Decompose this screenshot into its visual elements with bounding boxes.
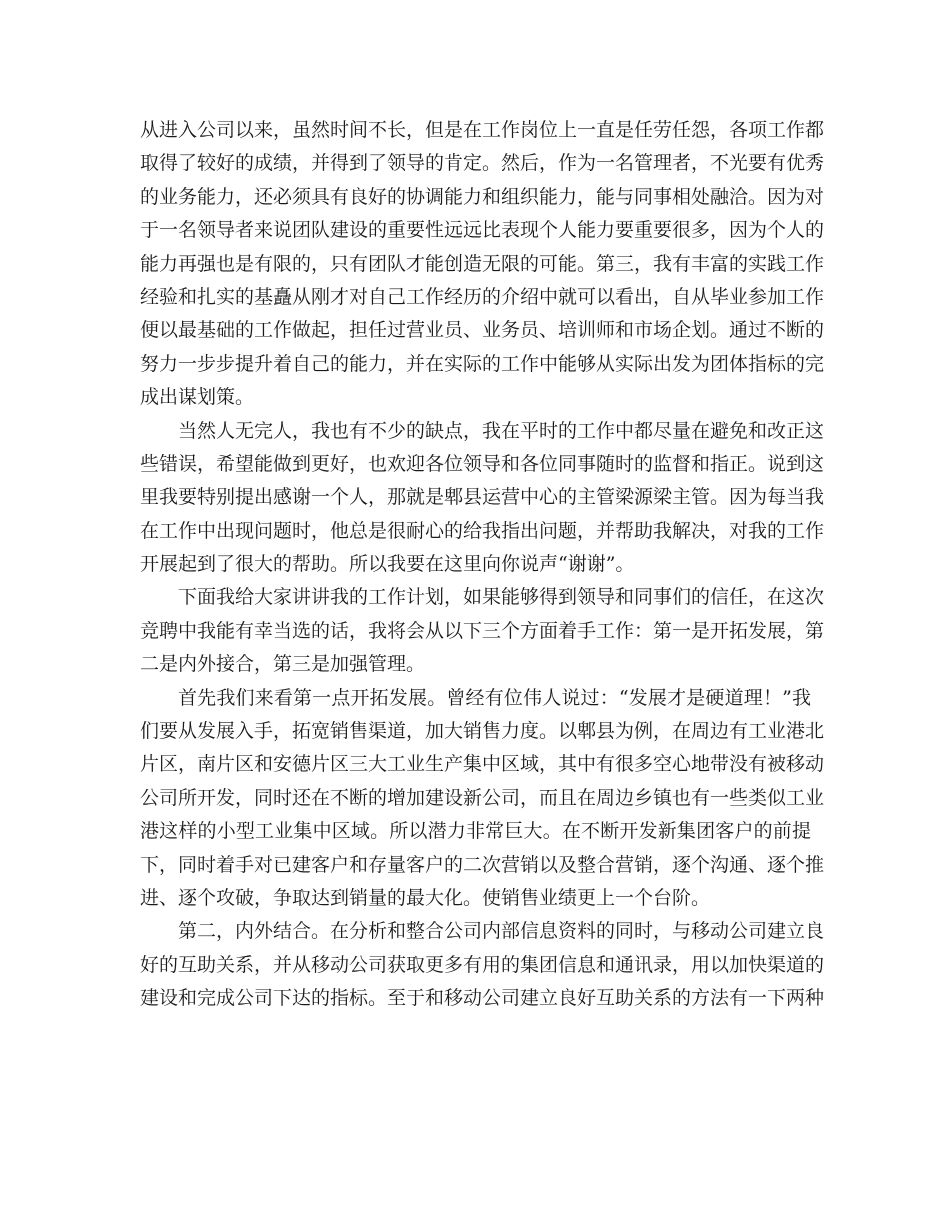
text-line: 进、逐个攻破，争取达到销量的最大化。使销售业绩更上一个台阶。 xyxy=(140,886,711,909)
paragraph xyxy=(140,415,825,582)
text-line: 的业务能力，还必须具有良好的协调能力和组织能力，能与同事相处融洽。因为对 xyxy=(140,185,825,208)
text-line: 第二，内外结合。在分析和整合公司内部信息资料的同时，与移动公司建立良 xyxy=(178,920,825,943)
text-line: 片区，南片区和安德片区三大工业生产集中区域，其中有很多空心地带没有被移动 xyxy=(140,753,825,776)
text-line: 些错误，希望能做到更好，也欢迎各位领导和各位同事随时的监督和指正。说到这 xyxy=(140,452,825,475)
text-line: 开展起到了很大的帮助。所以我要在这里向你说声“谢谢”。 xyxy=(140,553,635,576)
text-line: 里我要特别提出感谢一个人，那就是郫县运营中心的主管梁源梁主管。因为每当我 xyxy=(140,486,825,509)
text-line: 从进入公司以来，虽然时间不长，但是在工作岗位上一直是任劳任怨，各项工作都 xyxy=(140,119,825,141)
text-line: 经验和扎实的基矗从刚才对自己工作经历的介绍中就可以看出，自从毕业参加工作 xyxy=(140,285,825,308)
text-line: 能力再强也是有限的，只有团队才能创造无限的可能。第三，我有丰富的实践工作 xyxy=(140,252,825,275)
paragraph xyxy=(140,915,825,1015)
text-line: 取得了较好的成绩，并得到了领导的肯定。然后，作为一名管理者，不光要有优秀 xyxy=(140,152,825,175)
text-line: 当然人无完人，我也有不少的缺点，我在平时的工作中都尽量在避免和改正这 xyxy=(178,419,825,442)
text-line: 建设和完成公司下达的指标。至于和移动公司建立良好互助关系的方法有一下两种 xyxy=(140,987,825,1010)
text-line: 于一名领导者来说团队建设的重要性远远比表现个人能力要重要很多，因为个人的 xyxy=(140,219,825,242)
text-line: 下面我给大家讲讲我的工作计划，如果能够得到领导和同事们的信任，在这次 xyxy=(178,586,825,609)
text-line: 努力一步步提升着自己的能力，并在实际的工作中能够从实际出发为团体指标的完 xyxy=(140,352,825,375)
text-line: 便以最基础的工作做起，担任过营业员、业务员、培训师和市场企划。通过不断的 xyxy=(140,319,825,342)
text-line: 下，同时着手对已建客户和存量客户的二次营销以及整合营销，逐个沟通、逐个推 xyxy=(140,853,825,876)
text-line: 港这样的小型工业集中区域。所以潜力非常巨大。在不断开发新集团客户的前提 xyxy=(140,820,811,843)
text-line: 首先我们来看第一点开拓发展。曾经有位伟人说过：“发展才是硬道理！”我 xyxy=(178,686,811,709)
document-body xyxy=(140,114,825,1016)
text-line: 好的互助关系，并从移动公司获取更多有用的集团信息和通讯录，用以加快渠道的 xyxy=(140,953,825,976)
paragraph xyxy=(140,682,825,916)
text-line: 在工作中出现问题时，他总是很耐心的给我指出问题，并帮助我解决，对我的工作 xyxy=(140,519,825,542)
paragraph xyxy=(140,114,825,415)
text-line: 公司所开发，同时还在不断的增加建设新公司，而且在周边乡镇也有一些类似工业 xyxy=(140,786,825,809)
paragraph xyxy=(140,581,825,681)
text-line: 成出谋划策。 xyxy=(140,386,255,409)
text-line: 竞聘中我能有幸当选的话，我将会从以下三个方面着手工作：第一是开拓发展，第 xyxy=(140,619,825,642)
text-line: 们要从发展入手，拓宽销售渠道，加大销售力度。以郫县为例，在周边有工业港北 xyxy=(140,720,825,743)
text-line: 二是内外接合，第三是加强管理。 xyxy=(140,653,426,676)
